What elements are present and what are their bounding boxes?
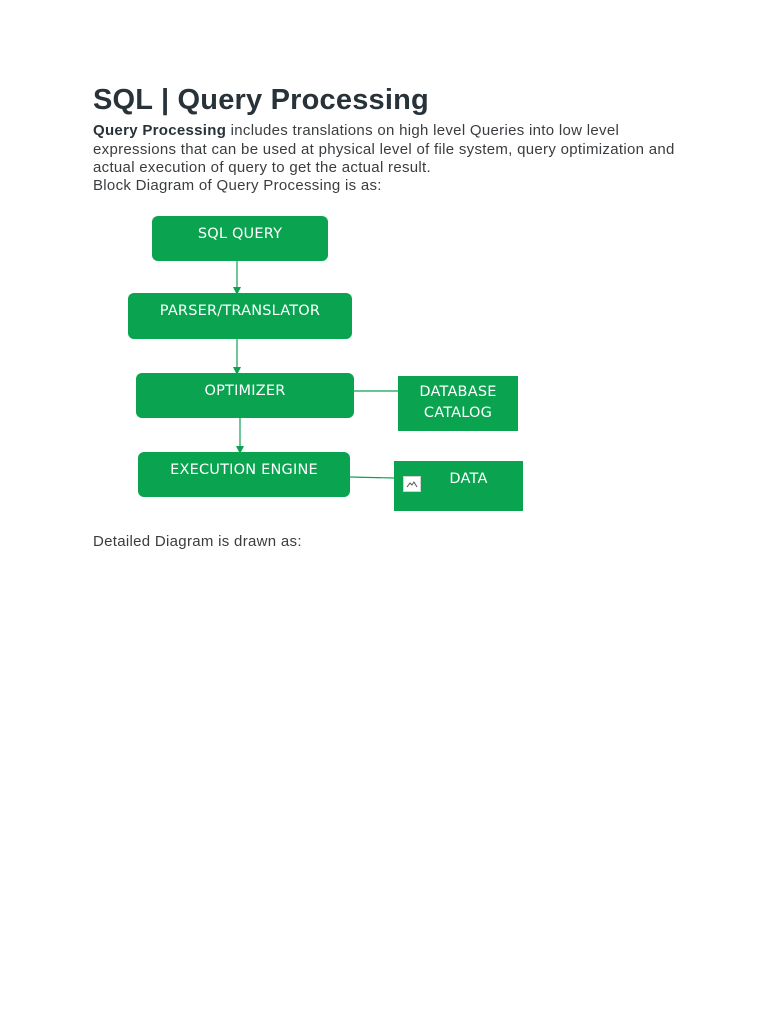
parser-translator-box bbox=[128, 293, 352, 339]
intro-paragraph bbox=[93, 122, 693, 178]
execution-engine-label: EXECUTION ENGINE bbox=[170, 462, 318, 478]
parser-translator-label: PARSER/TRANSLATOR bbox=[159, 303, 321, 319]
catalog-label-line2: CATALOG bbox=[423, 405, 493, 421]
intro-bold-term: Query Processing bbox=[93, 122, 227, 139]
line-execution-to-data bbox=[350, 477, 394, 478]
block-diagram-caption: Block Diagram of Query Processing is as: bbox=[93, 177, 382, 194]
optimizer-box bbox=[136, 373, 354, 418]
catalog-label-line1: DATABASE bbox=[419, 384, 497, 400]
optimizer-label: OPTIMIZER bbox=[204, 383, 286, 399]
execution-engine-box bbox=[138, 452, 350, 497]
database-catalog-box bbox=[398, 376, 518, 431]
data-label: DATA bbox=[449, 471, 488, 487]
sql-query-box bbox=[152, 216, 328, 261]
page-title: SQL | Query Processing bbox=[93, 84, 429, 116]
detailed-diagram-caption: Detailed Diagram is drawn as: bbox=[93, 533, 302, 550]
data-box bbox=[394, 461, 523, 511]
image-placeholder-icon bbox=[403, 476, 421, 492]
sql-query-label: SQL QUERY bbox=[197, 226, 283, 242]
intro-text: includes translations on high level Queries into low level expressions that can be used at physical level of file system, query optimization and actual execution of query to get the actual result. bbox=[93, 122, 675, 176]
